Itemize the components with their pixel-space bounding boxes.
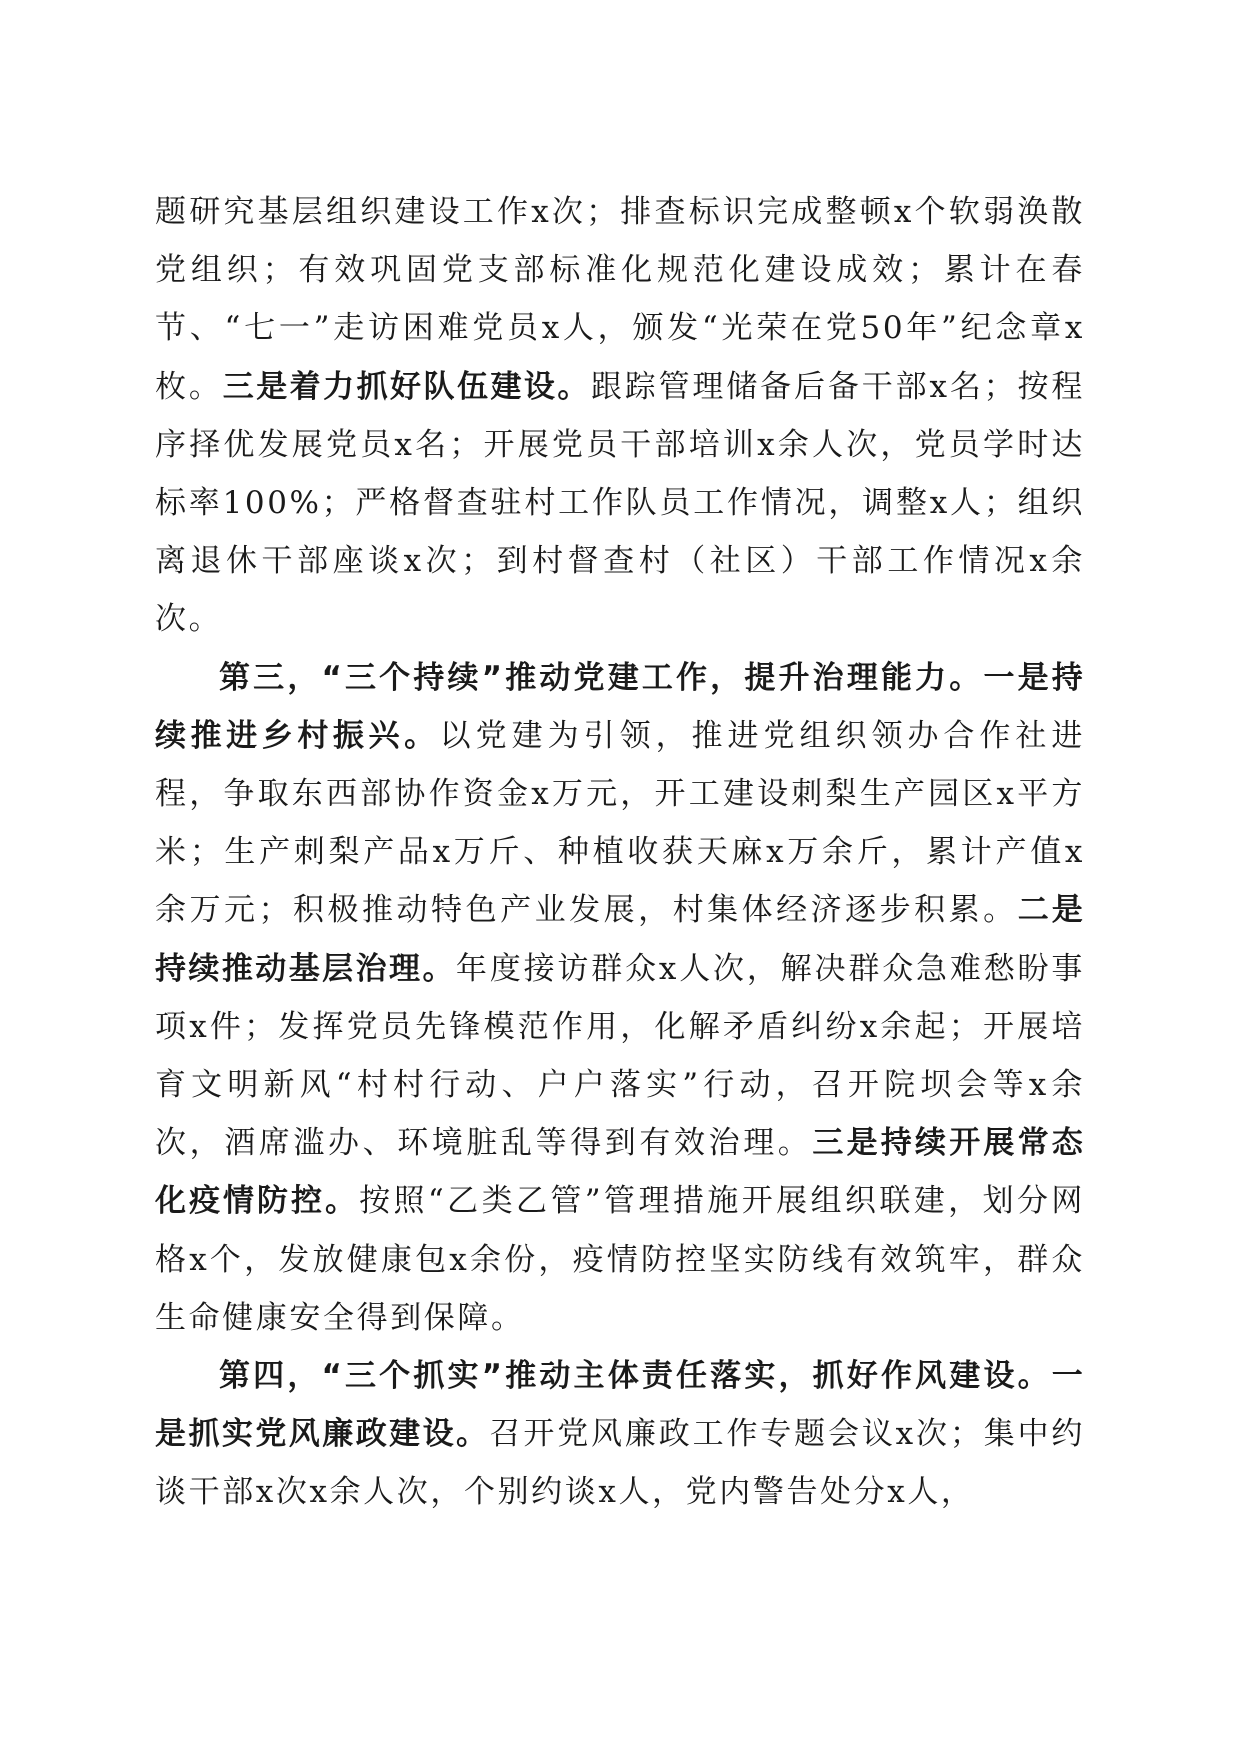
bold-heading-governance: 二是持续推动基层治理。 [155, 892, 1085, 987]
text-run: 以党建为引领，推进党组织领办合作社进程，争取东西部协作资金x万元，开工建设刺梨生产园区x平方米；生产刺梨产品x万斤、种植收获天麻x万余斤，累计产值x余万元；积极推动特色产业发展，村集体经济逐步积累。 [155, 717, 1085, 929]
paragraph-section-four [155, 1347, 1085, 1522]
section-heading-four: 第四，“三个抓实”推动主体责任落实，抓好作风建设。一是抓实党风廉政建设。 [155, 1358, 1085, 1453]
text-run: 召开党风廉政工作专题会议x次；集中约谈干部x次x余人次，个别约谈x人，党内警告处分x人， [155, 1416, 1086, 1511]
paragraph-team-building [155, 183, 1085, 649]
bold-heading-team-building: 三是着力抓好队伍建设。 [222, 368, 591, 405]
text-run: 题研究基层组织建设工作x次；排查标识完成整顿x个软弱涣散党组织；有效巩固党支部标准化规范化建设成效；累计在春节、“七一”走访困难党员x人，颁发“光荣在党50年”纪念章x枚。 [155, 194, 1085, 405]
bold-heading-epidemic: 三是持续开展常态化疫情防控。 [155, 1125, 1085, 1220]
section-heading-three: 第三，“三个持续”推动党建工作，提升治理能力。一是持续推进乡村振兴。 [155, 659, 1085, 754]
document-body [155, 183, 1085, 1522]
paragraph-section-three [155, 649, 1085, 1347]
text-run: 跟踪管理储备后备干部x名；按程序择优发展党员x名；开展党员干部培训x余人次，党员学时达标率100%；严格督查驻村工作队员工作情况，调整x人；组织离退休干部座谈x次；到村督查村（社区）干部工作情况x余次。 [155, 368, 1086, 638]
text-run: 年度接访群众x人次，解决群众急难愁盼事项x件；发挥党员先锋模范作用，化解矛盾纠纷x余起；开展培育文明新风“村村行动、户户落实”行动，召开院坝会等x余次，酒席滥办、环境脏乱等得到有效治理。 [155, 950, 1085, 1162]
text-run: 按照“乙类乙管”管理措施开展组织联建，划分网格x个，发放健康包x余份，疫情防控坚实防线有效筑牢，群众生命健康安全得到保障。 [155, 1183, 1085, 1336]
